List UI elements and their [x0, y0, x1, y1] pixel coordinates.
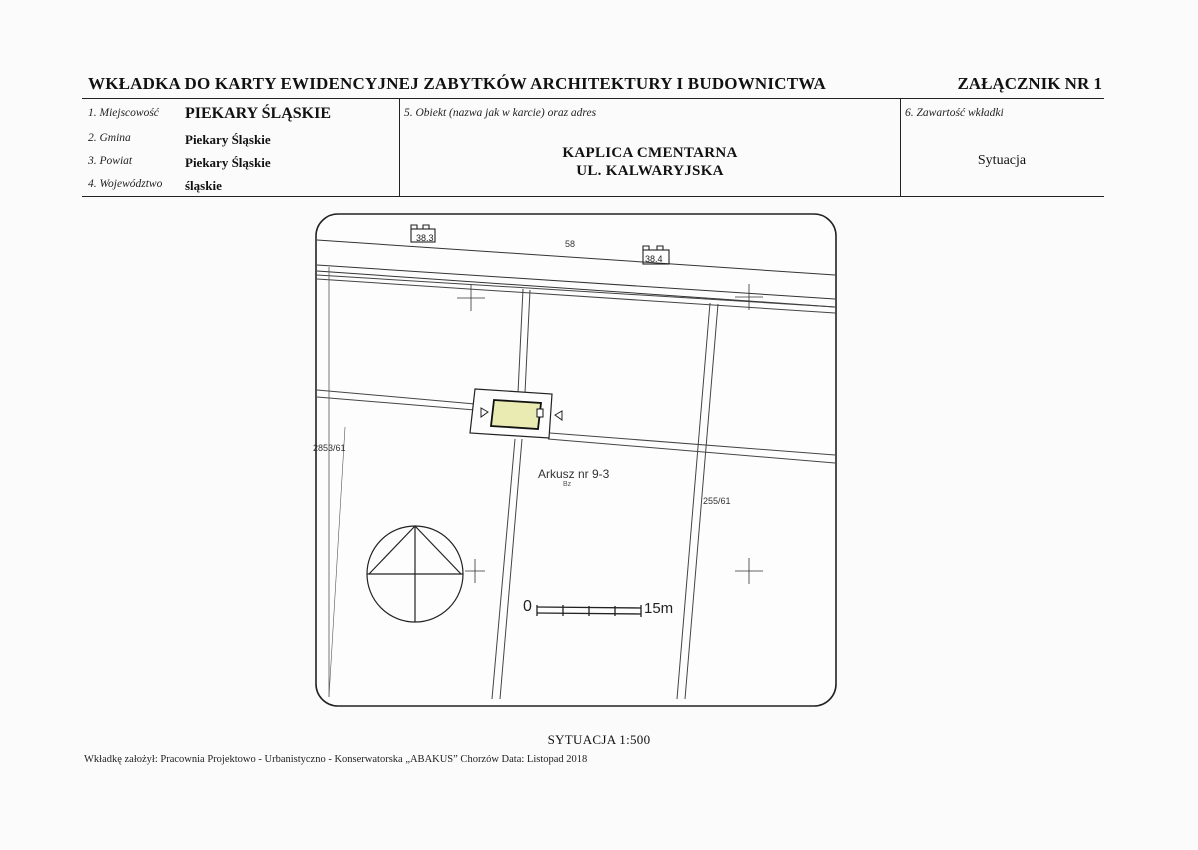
- map-frame: [316, 214, 836, 706]
- situation-map-drawing: [305, 207, 847, 714]
- scale-end: 15m: [644, 600, 674, 617]
- sheet-sub-label: Bz: [563, 481, 572, 488]
- commune-label: 2. Gmina: [88, 132, 131, 144]
- district-value: Piekary Śląskie: [185, 155, 271, 170]
- annex-label: ZAŁĄCZNIK NR 1: [957, 74, 1102, 93]
- contents-label: 6. Zawartość wkładki: [905, 107, 1004, 119]
- scale-start: 0: [523, 598, 532, 615]
- map-caption: SYTUACJA 1:500: [547, 732, 651, 747]
- parcel-number-right: 255/61: [703, 496, 731, 506]
- voivodeship-label: 4. Województwo: [88, 178, 163, 190]
- contents-value: Sytuacja: [977, 153, 1027, 168]
- locality-value: PIEKARY ŚLĄSKIE: [185, 105, 331, 122]
- chapel-apse: [537, 409, 543, 417]
- district-label: 3. Powiat: [88, 155, 133, 167]
- locality-label: 1. Miejscowość: [88, 107, 159, 119]
- info-table: [82, 98, 1104, 197]
- document-title: WKŁADKA DO KARTY EWIDENCYJNEJ ZABYTKÓW ARCHITEKTURY I BUDOWNICTWA: [88, 74, 827, 93]
- object-name: KAPLICA CMENTARNA: [562, 145, 738, 161]
- chapel-building: [491, 400, 541, 429]
- elevation-left-value: 38.3: [416, 233, 434, 243]
- sheet-label: Arkusz nr 9-3: [538, 467, 610, 481]
- footer-note: Wkładkę założył: Pracownia Projektowo - Urbanistyczno - Konserwatorska „ABAKUS” Chorzów Data: Listopad 2018: [84, 754, 588, 765]
- parcel-number-top: 58: [565, 239, 576, 249]
- commune-value: Piekary Śląskie: [185, 132, 271, 147]
- object-label: 5. Obiekt (nazwa jak w karcie) oraz adres: [404, 107, 597, 119]
- situation-map: [305, 207, 847, 714]
- column-divider: [900, 99, 901, 196]
- voivodeship-value: śląskie: [185, 178, 222, 193]
- parcel-number-left: 2853/61: [313, 443, 346, 453]
- north-arrow: [367, 526, 463, 622]
- object-address: UL. KALWARYJSKA: [576, 163, 724, 179]
- elevation-right-value: 38.4: [645, 254, 663, 264]
